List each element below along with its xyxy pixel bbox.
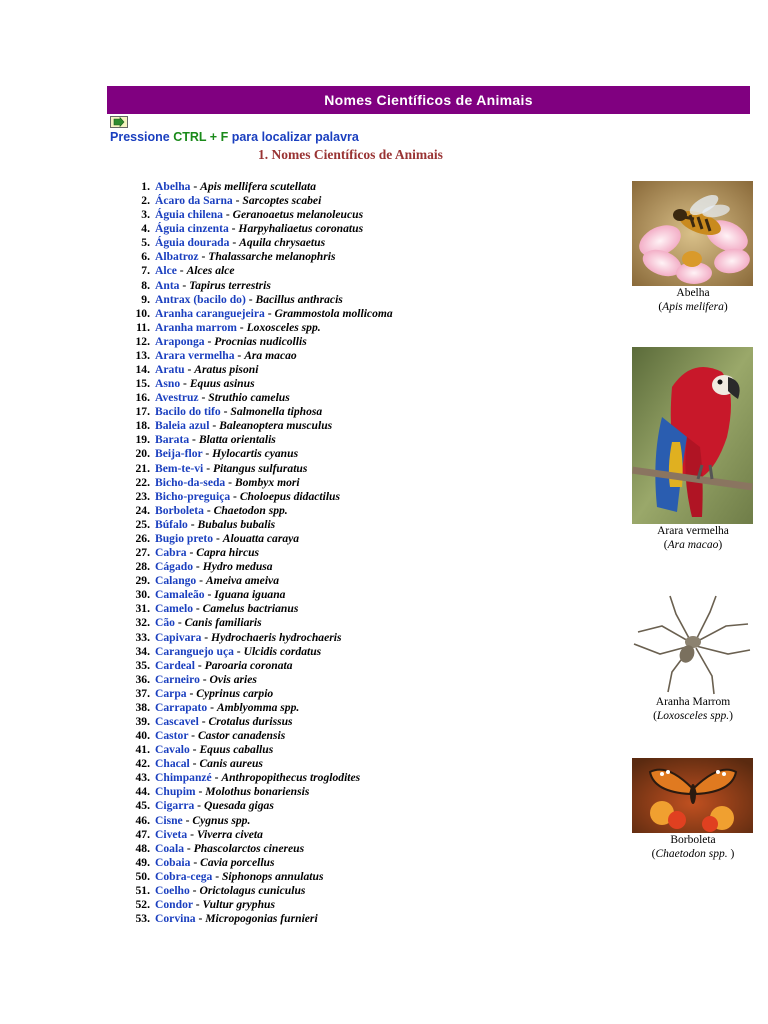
animal-link[interactable]: Beija-flor <box>155 447 203 461</box>
list-item <box>122 701 393 715</box>
list-item <box>122 645 393 659</box>
separator: - <box>189 883 200 897</box>
list-item-number: 24. <box>135 503 150 517</box>
list-item <box>122 757 393 771</box>
animal-link[interactable]: Araponga <box>155 334 205 348</box>
animal-link[interactable]: Avestruz <box>155 391 199 405</box>
animal-link[interactable]: Bicho-da-seda <box>155 475 226 489</box>
list-item <box>122 518 393 532</box>
list-item <box>122 602 393 616</box>
list-item <box>122 349 393 363</box>
animal-link[interactable]: Cobra-cega <box>155 869 213 883</box>
scientific-name: Ulcidis cordatus <box>243 644 322 658</box>
animal-link[interactable]: Anta <box>155 278 180 292</box>
animal-link[interactable]: Borboleta <box>155 503 204 517</box>
list-item-number: 38. <box>135 700 150 714</box>
animal-link[interactable]: Cascavel <box>155 714 199 728</box>
scientific-name: Ameiva ameiva <box>205 574 279 588</box>
animal-link[interactable]: Chupim <box>155 785 196 799</box>
figure-spider-sci: Loxosceles spp. <box>656 710 730 722</box>
list-item-number: 25. <box>135 517 150 531</box>
list-item-number: 14. <box>135 363 150 377</box>
scientific-name: Cavia porcellus <box>200 855 275 869</box>
animal-link[interactable]: Corvina <box>155 912 196 926</box>
scientific-name: Orictolagus cuniculus <box>199 883 306 897</box>
animal-link[interactable]: Águia cinzenta <box>155 222 229 236</box>
figure-macaw <box>632 347 754 552</box>
list-item-number: 3. <box>141 208 150 222</box>
scientific-name: Tapirus terrestris <box>189 278 271 292</box>
scientific-name: Apis mellifera scutellata <box>200 180 317 193</box>
separator: - <box>229 236 240 250</box>
animal-link[interactable]: Chacal <box>155 757 190 771</box>
page-header <box>107 86 750 114</box>
animal-link[interactable]: Abelha <box>155 180 191 193</box>
figure-macaw-sci: Ara macao <box>667 539 719 551</box>
scientific-name: Siphonops annulatus <box>221 869 324 883</box>
scientific-name: Equus caballus <box>199 743 274 757</box>
separator: - <box>195 785 206 799</box>
list-item-number: 46. <box>135 813 150 827</box>
separator: - <box>234 348 245 362</box>
scientific-name: Aquila chrysaetus <box>239 236 326 250</box>
list-item <box>122 476 393 490</box>
separator: - <box>198 250 209 264</box>
list-item <box>122 194 393 208</box>
list-item <box>122 433 393 447</box>
separator: - <box>228 222 239 236</box>
list-item-number: 17. <box>135 405 150 419</box>
list-item <box>122 616 393 630</box>
scientific-name: Procnias nudicollis <box>214 334 307 348</box>
list-item-number: 28. <box>135 560 150 574</box>
macaw-photo <box>632 347 753 524</box>
separator: - <box>232 194 243 208</box>
list-item-number: 44. <box>135 785 150 799</box>
list-item <box>122 912 393 926</box>
list-item-number: 15. <box>135 377 150 391</box>
separator: - <box>195 912 206 926</box>
list-item <box>122 236 393 250</box>
list-item-number: 27. <box>135 546 150 560</box>
separator: - <box>193 560 203 574</box>
list-item-number: 41. <box>135 743 150 757</box>
list-item-number: 30. <box>135 588 150 602</box>
scientific-name: Baleanoptera musculus <box>219 419 333 433</box>
animal-link[interactable]: Calango <box>155 574 197 588</box>
animal-link[interactable]: Antrax (bacilo do) <box>155 292 246 306</box>
separator: - <box>202 447 213 461</box>
animal-link[interactable]: Capivara <box>155 630 202 644</box>
list-item <box>122 898 393 912</box>
list-item-number: 53. <box>135 912 150 926</box>
list-item <box>122 828 393 842</box>
scientific-name: Castor canadensis <box>197 729 286 743</box>
list-item <box>122 842 393 856</box>
scientific-name: Loxosceles spp. <box>246 320 321 334</box>
list-item-number: 33. <box>135 630 150 644</box>
list-item-number: 11. <box>136 320 150 334</box>
list-item <box>122 321 393 335</box>
list-item-number: 50. <box>135 869 150 883</box>
separator: - <box>188 729 198 743</box>
list-item <box>122 391 393 405</box>
animal-link[interactable]: Albatroz <box>155 250 199 264</box>
scientific-name: Geranoaetus melanoleucus <box>232 208 364 222</box>
separator: - <box>236 320 247 334</box>
separator: - <box>176 264 187 278</box>
separator: - <box>189 757 200 771</box>
separator: - <box>204 588 215 602</box>
list-item-number: 47. <box>135 827 150 841</box>
animal-link[interactable]: Cágado <box>155 560 194 574</box>
list-item-number: 39. <box>135 714 150 728</box>
scientific-name: Viverra civeta <box>196 827 263 841</box>
list-item-number: 31. <box>135 602 150 616</box>
list-item <box>122 405 393 419</box>
scientific-name: Capra hircus <box>196 546 260 560</box>
animal-link[interactable]: Carpa <box>155 686 187 700</box>
list-item <box>122 180 393 194</box>
scientific-name: Salmonella tiphosa <box>230 405 323 419</box>
list-item-number: 29. <box>135 574 150 588</box>
figure-spider <box>632 592 754 723</box>
figure-butterfly-name: Borboleta <box>670 834 716 846</box>
scientific-name: Chaetodon spp. <box>213 503 288 517</box>
section-title: 1. Nomes Científicos de Animais <box>258 147 443 162</box>
scientific-name: Blatta orientalis <box>198 433 276 447</box>
figure-bee-name: Abelha <box>676 287 710 299</box>
list-item <box>122 419 393 433</box>
list-item <box>122 799 393 813</box>
list-item-number: 2. <box>141 194 150 208</box>
separator: - <box>230 489 240 503</box>
scientific-name: Harpyhaliaetus coronatus <box>238 222 364 236</box>
list-item-number: 16. <box>135 391 150 405</box>
separator: - <box>194 799 204 813</box>
separator: - <box>192 897 203 911</box>
animal-list <box>122 180 393 926</box>
scientific-name: Alouatta caraya <box>222 531 300 545</box>
figure-butterfly-sci: Chaetodon spp. <box>655 848 731 860</box>
separator: - <box>180 377 190 391</box>
separator: - <box>222 208 233 222</box>
separator: - <box>225 475 235 489</box>
separator: - <box>190 180 201 193</box>
separator: - <box>189 743 200 757</box>
list-item-number: 52. <box>135 897 150 911</box>
find-hint-prefix: Pressione <box>110 130 174 144</box>
separator: - <box>209 419 220 433</box>
list-item <box>122 574 393 588</box>
list-item-number: 9. <box>141 292 150 306</box>
separator: - <box>194 658 205 672</box>
animal-link[interactable]: Caranguejo uça <box>155 644 234 658</box>
scientific-name: Choloepus didactilus <box>239 489 341 503</box>
animal-link[interactable]: Águia dourada <box>155 236 230 250</box>
list-item <box>122 715 393 729</box>
list-item <box>122 785 393 799</box>
animal-link[interactable]: Camaleão <box>155 588 205 602</box>
separator: - <box>220 405 231 419</box>
separator: - <box>245 292 256 306</box>
scientific-name: Sarcoptes scabei <box>242 194 322 208</box>
list-item <box>122 884 393 898</box>
animal-link[interactable]: Alce <box>155 264 177 278</box>
list-item <box>122 729 393 743</box>
list-item <box>122 363 393 377</box>
list-item <box>122 673 393 687</box>
scientific-name: Anthropopithecus troglodites <box>221 771 361 785</box>
list-item-number: 40. <box>135 729 150 743</box>
figure-spider-name: Aranha Marrom <box>655 696 731 708</box>
animal-link[interactable]: Cão <box>155 616 175 630</box>
list-item <box>122 490 393 504</box>
list-item <box>122 631 393 645</box>
animal-link[interactable]: Águia chilena <box>155 208 223 222</box>
animal-link[interactable]: Asno <box>155 377 181 391</box>
list-item-number: 1. <box>141 180 150 193</box>
list-item-number: 32. <box>135 616 150 630</box>
separator: - <box>186 546 197 560</box>
separator: - <box>179 278 190 292</box>
scientific-name: Alces alce <box>186 264 235 278</box>
list-item <box>122 222 393 236</box>
animal-link[interactable]: Arara vermelha <box>155 348 235 362</box>
list-item-number: 20. <box>135 447 150 461</box>
find-hint <box>110 130 359 144</box>
scientific-name: Pitangus sulfuratus <box>212 461 308 475</box>
separator: - <box>199 672 210 686</box>
list-item-number: 13. <box>135 348 150 362</box>
list-item <box>122 771 393 785</box>
list-item <box>122 279 393 293</box>
animal-link[interactable]: Castor <box>155 729 189 743</box>
scientific-name: Camelus bactrianus <box>202 602 299 616</box>
list-item-number: 22. <box>135 475 150 489</box>
separator: - <box>212 869 222 883</box>
scientific-name: Ara macao <box>244 348 297 362</box>
animal-link[interactable]: Baleia azul <box>155 419 210 433</box>
animal-link[interactable]: Cabra <box>155 546 187 560</box>
list-item-number: 36. <box>135 672 150 686</box>
separator: - <box>187 827 197 841</box>
list-item <box>122 560 393 574</box>
scientific-name: Paroaria coronata <box>204 658 293 672</box>
animal-link[interactable]: Aranha caranguejeira <box>155 306 265 320</box>
scientific-name: Hydrochaeris hydrochaeris <box>211 630 342 644</box>
scientific-name: Micropogonias furnieri <box>205 912 318 926</box>
figure-macaw-name: Arara vermelha <box>657 525 729 537</box>
list-item <box>122 208 393 222</box>
list-item-number: 19. <box>135 433 150 447</box>
list-item <box>122 462 393 476</box>
separator: - <box>264 306 275 320</box>
separator: - <box>174 616 185 630</box>
animal-link[interactable]: Coala <box>155 841 184 855</box>
list-item-number: 21. <box>135 461 150 475</box>
page-title: Nomes Científicos de Animais <box>324 92 533 108</box>
animal-link[interactable]: Cavalo <box>155 743 190 757</box>
animal-link[interactable]: Cobaia <box>155 855 191 869</box>
find-hint-suffix: para localizar palavra <box>228 130 359 144</box>
list-item-number: 49. <box>135 855 150 869</box>
scientific-name: Canis aureus <box>199 757 263 771</box>
separator: - <box>207 700 217 714</box>
list-item-number: 42. <box>135 757 150 771</box>
animal-link[interactable]: Camelo <box>155 602 193 616</box>
scientific-name: Crotalus durissus <box>208 714 293 728</box>
find-hint-keys: CTRL + F <box>173 130 229 144</box>
separator: - <box>187 517 198 531</box>
scientific-name: Molothus bonariensis <box>205 785 310 799</box>
list-item <box>122 588 393 602</box>
list-item <box>122 335 393 349</box>
animal-link[interactable]: Búfalo <box>155 517 188 531</box>
list-item-number: 45. <box>135 799 150 813</box>
scientific-name: Hylocartis cyanus <box>212 447 299 461</box>
animal-link[interactable]: Carneiro <box>155 672 200 686</box>
list-item-number: 8. <box>141 278 150 292</box>
separator: - <box>198 714 209 728</box>
list-item <box>122 264 393 278</box>
separator: - <box>204 334 215 348</box>
animal-link[interactable]: Bem-te-vi <box>155 461 204 475</box>
bee-photo <box>632 181 753 286</box>
list-item <box>122 743 393 757</box>
scientific-name: Bacillus anthracis <box>255 292 343 306</box>
animal-link[interactable]: Carrapato <box>155 700 208 714</box>
animal-link[interactable]: Cigarra <box>155 799 195 813</box>
list-item-number: 5. <box>141 236 150 250</box>
scientific-name: Grammostola mollicoma <box>274 306 393 320</box>
list-item <box>122 447 393 461</box>
list-item <box>122 856 393 870</box>
separator: - <box>189 433 199 447</box>
animal-link[interactable]: Ácaro da Sarna <box>155 194 233 208</box>
find-arrow-icon[interactable] <box>110 116 128 128</box>
list-item-number: 4. <box>141 222 150 236</box>
scientific-name: Hydro medusa <box>202 560 273 574</box>
animal-link[interactable]: Aranha marrom <box>155 320 237 334</box>
scientific-name: Thalassarche melanophris <box>208 250 336 264</box>
separator: - <box>183 841 194 855</box>
list-item <box>122 377 393 391</box>
scientific-name: Phascolarctos cinereus <box>193 841 305 855</box>
list-item <box>122 659 393 673</box>
figure-butterfly-caption: (Chaetodon spp. ) <box>651 848 735 860</box>
animal-link[interactable]: Chimpanzé <box>155 771 212 785</box>
separator: - <box>233 644 244 658</box>
animal-link[interactable]: Cardeal <box>155 658 195 672</box>
separator: - <box>190 855 201 869</box>
animal-link[interactable]: Civeta <box>155 827 188 841</box>
separator: - <box>198 391 209 405</box>
figure-macaw-caption: (Ara macao) <box>663 539 723 551</box>
list-item <box>122 546 393 560</box>
list-item-number: 43. <box>135 771 150 785</box>
scientific-name: Cyprinus carpio <box>196 686 274 700</box>
list-item-number: 18. <box>135 419 150 433</box>
list-item-number: 7. <box>141 264 150 278</box>
scientific-name: Quesada gigas <box>203 799 274 813</box>
scientific-name: Vultur gryphus <box>202 897 275 911</box>
list-item-number: 23. <box>135 489 150 503</box>
figure-butterfly <box>632 758 754 861</box>
figure-bee <box>632 181 754 314</box>
animal-link[interactable]: Bugio preto <box>155 531 214 545</box>
separator: - <box>203 461 213 475</box>
separator: - <box>213 531 223 545</box>
scientific-name: Canis familiaris <box>184 616 262 630</box>
separator: - <box>203 503 214 517</box>
list-item-number: 10. <box>135 306 150 320</box>
separator: - <box>186 686 197 700</box>
list-item <box>122 504 393 518</box>
separator: - <box>184 363 195 377</box>
figure-spider-caption: (Loxosceles spp.) <box>653 710 733 722</box>
list-item-number: 34. <box>135 644 150 658</box>
scientific-name: Cygnus spp. <box>192 813 251 827</box>
animal-link[interactable]: Barata <box>155 433 190 447</box>
list-item-number: 51. <box>135 883 150 897</box>
list-item <box>122 307 393 321</box>
list-item-number: 35. <box>135 658 150 672</box>
list-item <box>122 532 393 546</box>
animal-link[interactable]: Aratu <box>155 363 185 377</box>
scientific-name: Bubalus bubalis <box>197 517 276 531</box>
butterfly-photo <box>632 758 753 833</box>
list-item <box>122 814 393 828</box>
list-item <box>122 687 393 701</box>
separator: - <box>211 771 222 785</box>
animal-link[interactable]: Cisne <box>155 813 183 827</box>
list-item-number: 12. <box>135 334 150 348</box>
scientific-name: Bombyx mori <box>234 475 300 489</box>
scientific-name: Iguana iguana <box>214 588 286 602</box>
animal-link[interactable]: Condor <box>155 897 193 911</box>
figure-bee-sci: Apis melifera <box>662 301 724 313</box>
separator: - <box>182 813 193 827</box>
list-item <box>122 870 393 884</box>
scientific-name: Struthio camelus <box>208 391 290 405</box>
list-item <box>122 293 393 307</box>
animal-link[interactable]: Coelho <box>155 883 190 897</box>
scientific-name: Equus asinus <box>189 377 255 391</box>
separator: - <box>201 630 212 644</box>
scientific-name: Amblyomma spp. <box>216 700 300 714</box>
list-item-number: 6. <box>141 250 150 264</box>
animal-link[interactable]: Bicho-preguiça <box>155 489 231 503</box>
spider-photo <box>632 592 753 695</box>
scientific-name: Aratus pisoni <box>194 363 259 377</box>
separator: - <box>193 602 203 616</box>
animal-link[interactable]: Bacilo do tifo <box>155 405 221 419</box>
separator: - <box>196 574 206 588</box>
list-item-number: 37. <box>135 686 150 700</box>
scientific-name: Ovis aries <box>209 672 257 686</box>
list-item <box>122 250 393 264</box>
list-item-number: 26. <box>135 531 150 545</box>
figure-bee-caption: (Apis melifera) <box>658 301 728 313</box>
list-item-number: 48. <box>135 841 150 855</box>
